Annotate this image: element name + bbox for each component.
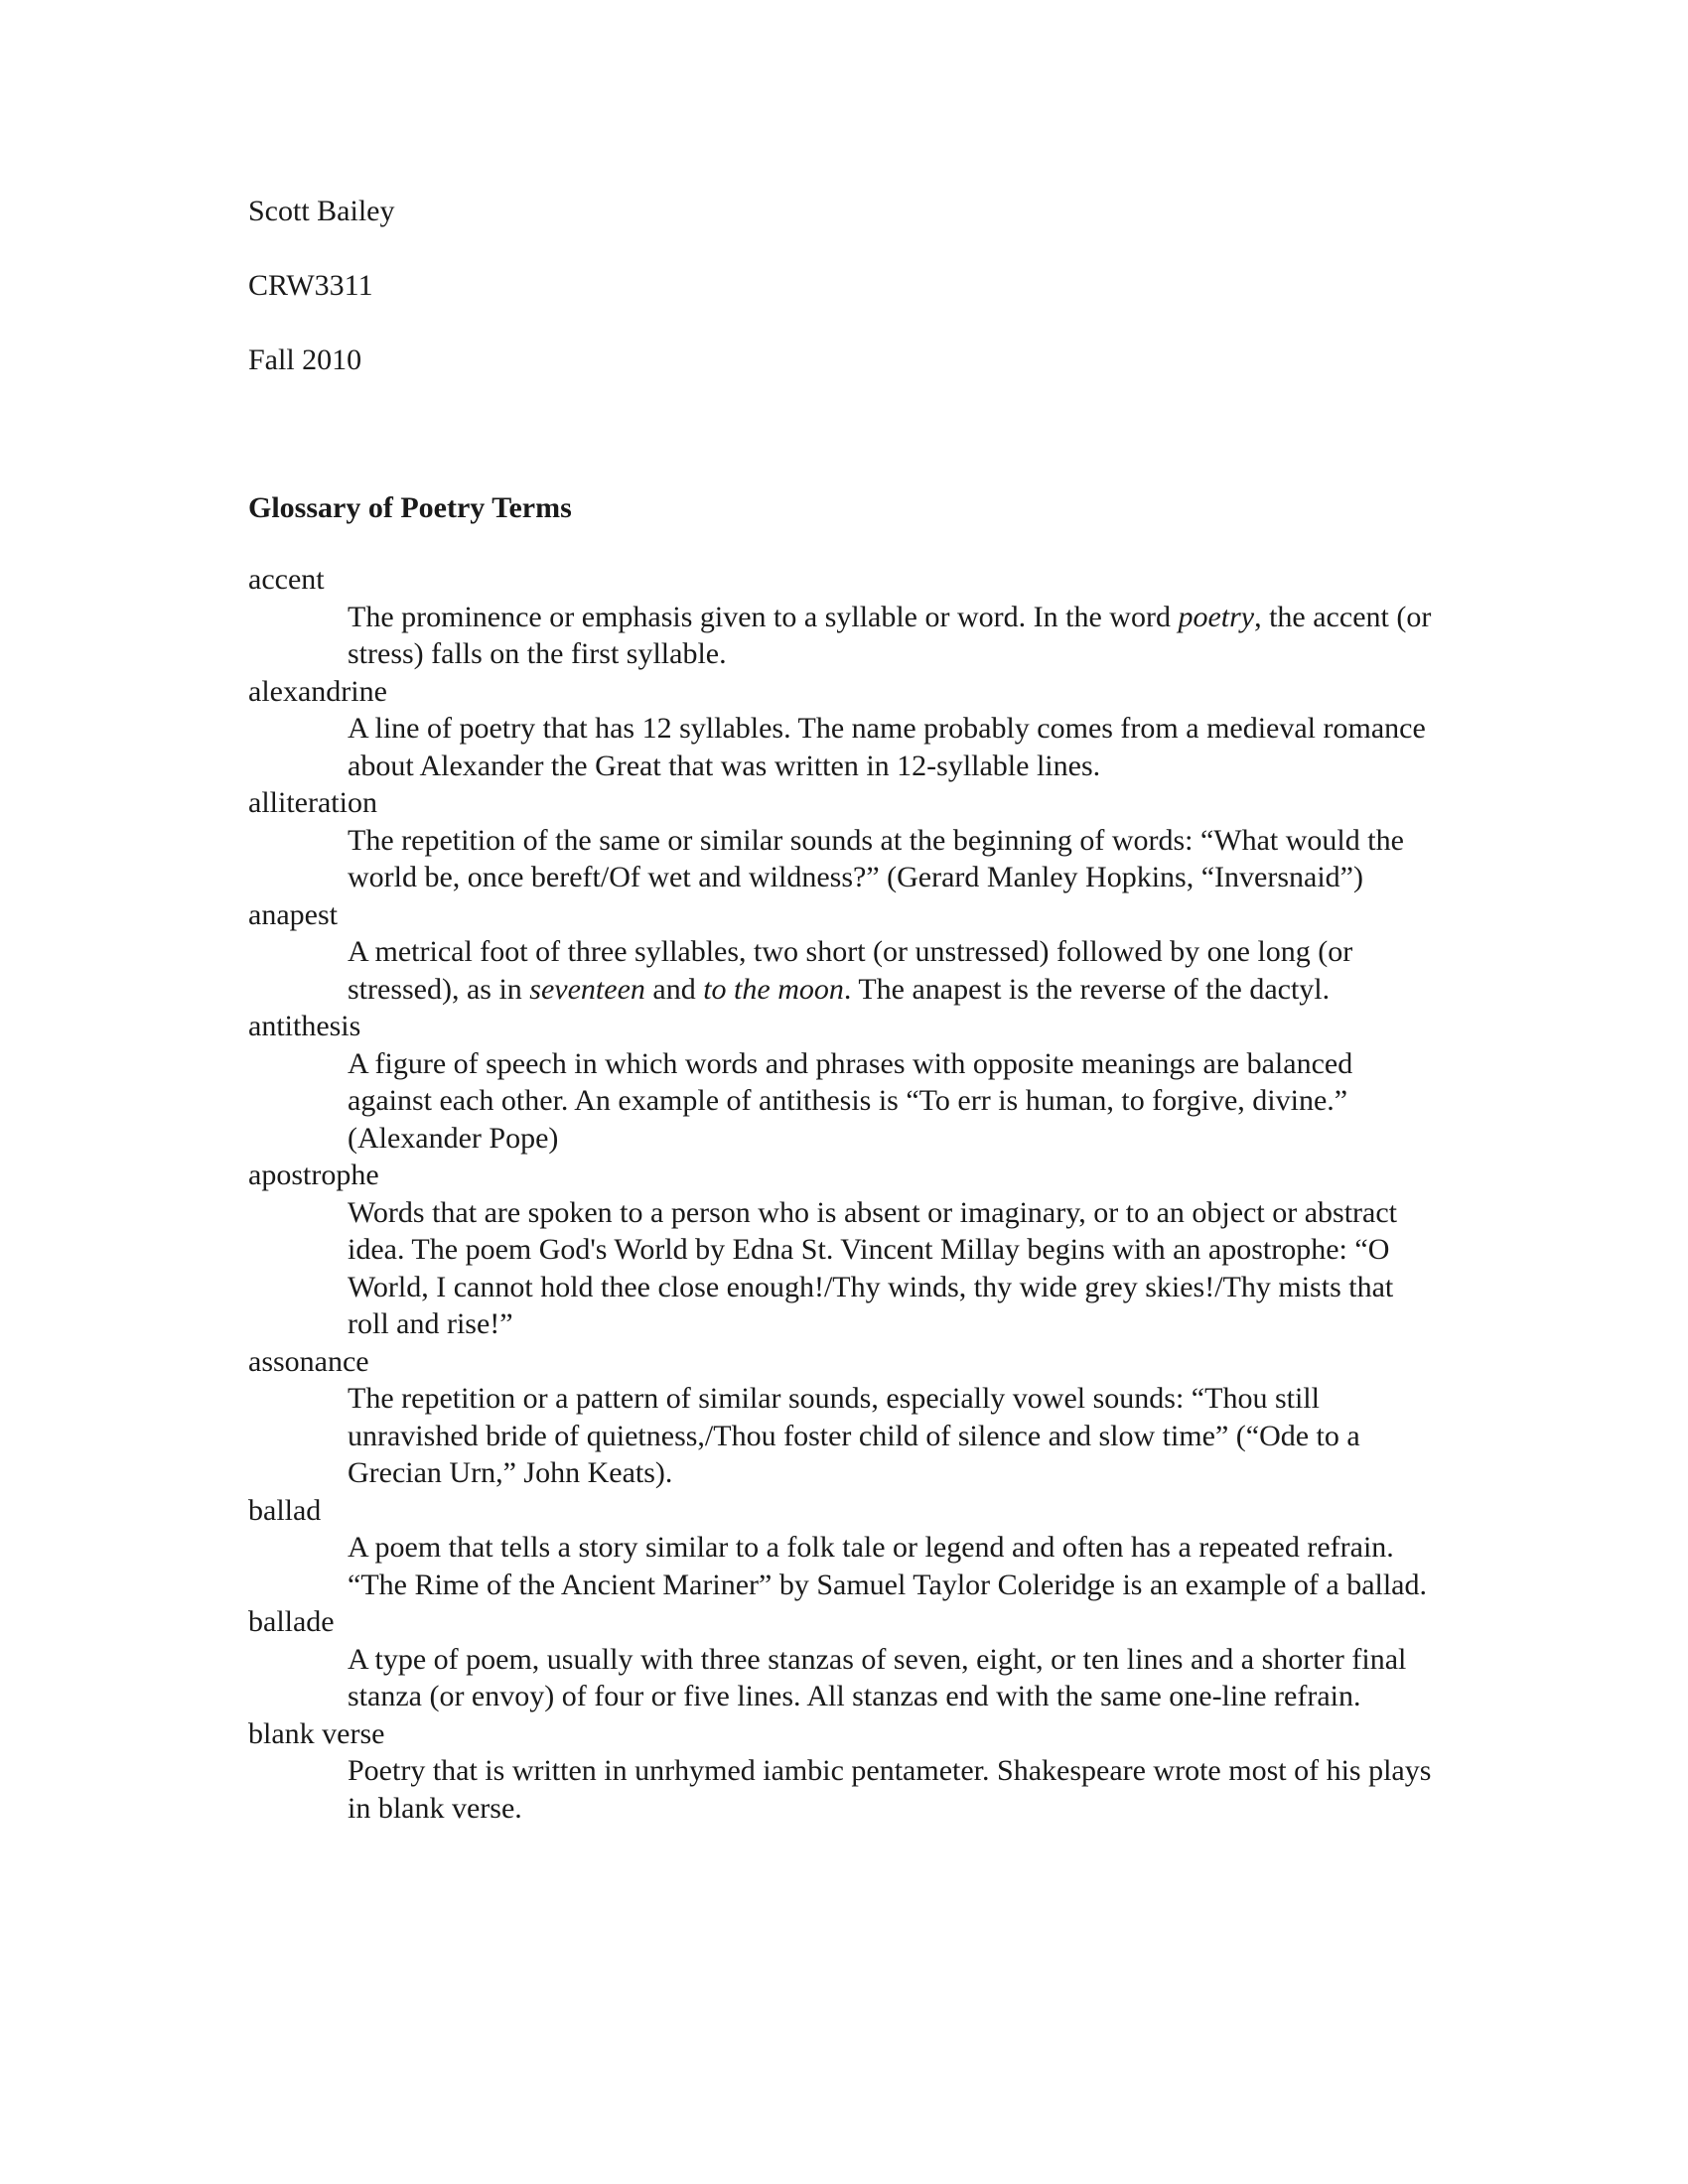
definition-italic-text: seventeen [529,972,645,1006]
definition-italic-text: to the moon [703,972,844,1006]
glossary-definition [248,822,1440,896]
glossary-term: accent [248,563,325,596]
glossary-definition [248,1752,1440,1827]
definition-text: A metrical foot of three syllables, two short (or unstressed) followed by one long (or stressed), as in [348,935,1353,1006]
document-page [248,194,1440,1827]
glossary-definition [248,599,1440,673]
glossary-definition [248,1529,1440,1603]
author-name: Scott Bailey [248,195,395,227]
glossary-term: ballad [248,1493,322,1527]
semester: Fall 2010 [248,343,362,376]
definition-italic-text: poetry [1178,600,1255,633]
definition-text: . The anapest is the reverse of the dactyl. [843,972,1331,1006]
definition-text: , the accent (or stress) falls on the first syllable. [348,600,1432,670]
definition-text: Words that are spoken to a person who is absent or imaginary, or to an object or abstract idea. The poem God's World by Edna St. Vincent Millay begins with an apostrophe: “O World, I cannot hold thee close enough!/Thy winds, thy wide grey skies!/Thy mists that roll and rise!” [348,1195,1398,1340]
glossary-definition [248,1194,1440,1343]
glossary-term: apostrophe [248,1159,379,1191]
glossary-definition [248,710,1440,784]
definition-text: A poem that tells a story similar to a folk tale or legend and often has a repeated refrain. “The Rime of the Ancient Mariner” by Samuel Taylor Coleridge is an example of a ballad. [348,1531,1428,1601]
definition-text: The repetition of the same or similar sounds at the beginning of words: “What would the world be, once bereft/Of wet and wildness?” (Gerard Manley Hopkins, “Inversnaid”) [348,823,1404,893]
glossary-title: Glossary of Poetry Terms [248,491,572,524]
course-code: CRW3311 [248,269,373,302]
glossary-term: alexandrine [248,674,387,708]
glossary-definition [248,1380,1440,1492]
definition-text: A line of poetry that has 12 syllables. The name probably comes from a medieval romance about Alexander the Great that was written in 12-syllable lines. [348,712,1426,782]
glossary-term: assonance [248,1344,369,1378]
definition-text: and [644,972,704,1006]
definition-text: Poetry that is written in unrhymed iambic pentameter. Shakespeare wrote most of his plays in blank verse. [348,1754,1432,1825]
definition-text: A figure of speech in which words and phrases with opposite meanings are balanced against each other. An example of antithesis is “To err is human, to forgive, divine.” (Alexander Pope) [348,1046,1353,1155]
glossary-definition [248,1641,1440,1715]
glossary-term: anapest [248,897,338,931]
glossary-term: antithesis [248,1010,361,1042]
glossary-term: alliteration [248,786,377,819]
glossary-definition [248,933,1440,1008]
glossary-term: blank verse [248,1716,385,1750]
definition-text: The prominence or emphasis given to a syllable or word. In the word [348,600,1179,633]
definition-text: A type of poem, usually with three stanzas of seven, eight, or ten lines and a shorter final stanza (or envoy) of four or five lines. All stanzas end with the same one-line refrain. [348,1642,1407,1712]
definition-text: The repetition or a pattern of similar sounds, especially vowel sounds: “Thou still unravished bride of quietness,/Thou foster child of silence and slow time” (“Ode to a Grecian Urn,” John Keats). [348,1382,1360,1489]
glossary-list [248,561,1440,1827]
glossary-term: ballade [248,1605,335,1638]
glossary-definition [248,1045,1440,1158]
